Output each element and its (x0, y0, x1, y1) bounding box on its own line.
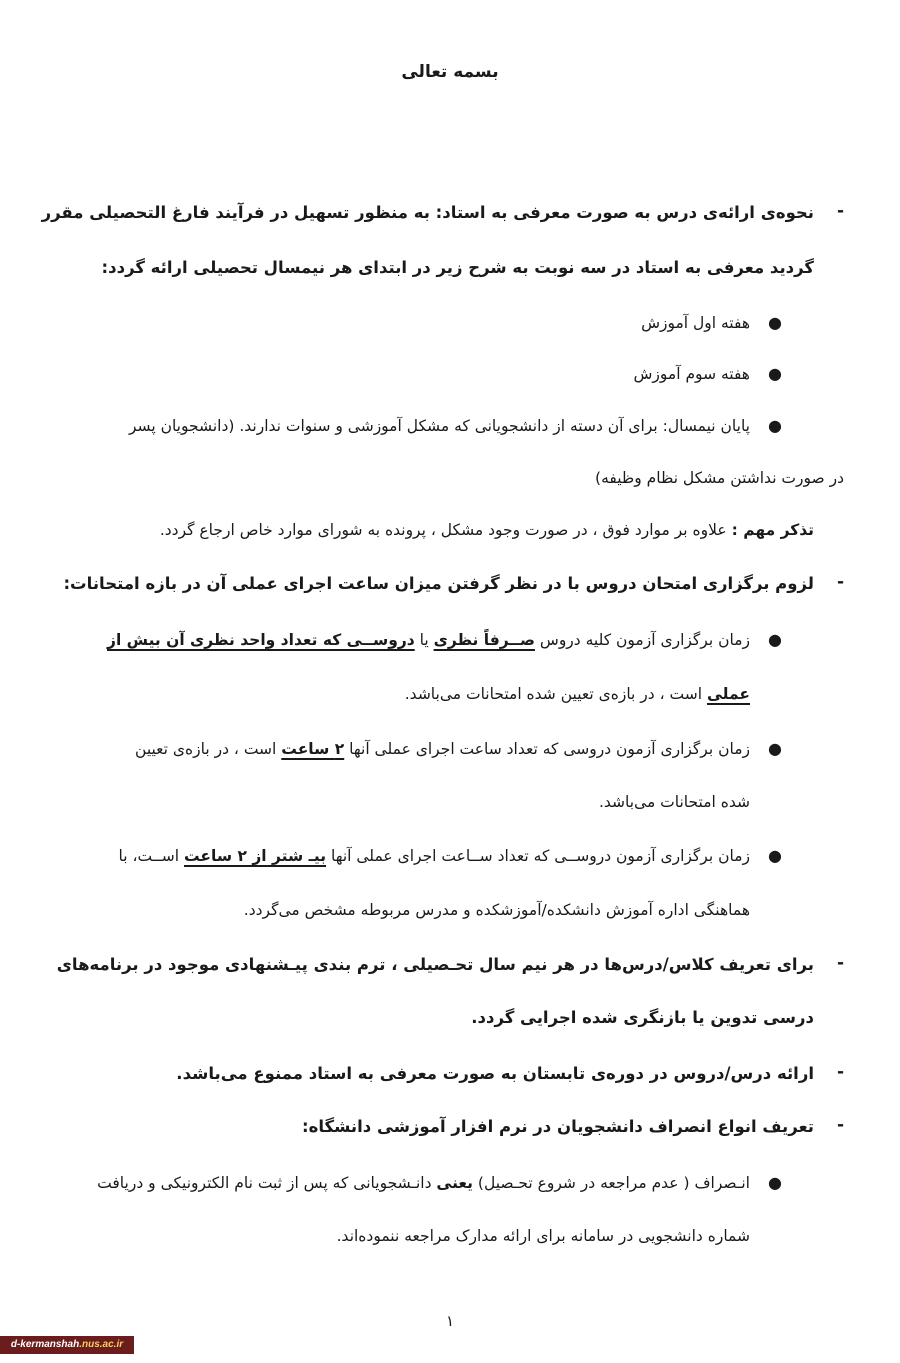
text: زمان برگزاری آزمون کلیه دروس (534, 631, 750, 649)
section3-line1: برای تعریف کلاس/درس‌ها در هر نیم سال تحـصیلی ، ترم بندی پیـشنهادی موجود در برنامه‌های (56, 955, 814, 974)
section2-bullet2-line2: شده امتحانات می‌باشد. (598, 793, 750, 811)
bullet-icon: ● (768, 630, 782, 649)
text: زمان برگزاری آزمون دروســی که تعداد ســاعت اجرای عملی آنها (326, 847, 750, 865)
bold-text: یعنی (436, 1174, 473, 1192)
section2-bullet1-line1 (107, 630, 750, 650)
section1-line1: نحوه‌ی ارائه‌ی درس به صورت معرفی به استاد: به منظور تسهیل در فرآیند فارغ التحصیلی مقرر (41, 203, 814, 222)
section-dash: - (836, 201, 844, 221)
section2-title: لزوم برگزاری امتحان دروس با در نظر گرفتن میزان ساعت اجرای عملی آن در بازه امتحانات: (63, 574, 814, 593)
section-dash: - (836, 572, 844, 592)
section1-line2: گردید معرفی به استاد در سه نوبت به شرح زیر در ابتدای هر نیمسال تحصیلی ارائه گردد: (101, 258, 814, 277)
important-note-text: علاوه بر موارد فوق ، در صورت وجود مشکل ، پرونده به شورای موارد خاص ارجاع گردد. (159, 521, 732, 539)
section-dash: - (836, 1062, 844, 1082)
text: است ، در بازه‌ی تعیین شده امتحانات می‌باشد. (404, 685, 707, 703)
site-watermark (0, 1336, 134, 1354)
underlined-text: ۲ ساعت (281, 740, 345, 758)
section5-title: تعریف انواع انصراف دانشجویان در نرم افزار آموزشی دانشگاه: (302, 1117, 814, 1136)
bullet-icon: ● (768, 739, 782, 758)
text: یا (414, 631, 434, 649)
watermark-suffix: .nus.ac.ir (79, 1339, 124, 1350)
text: است ، در بازه‌ی تعیین (135, 740, 282, 758)
section-dash: - (836, 953, 844, 973)
section2-bullet3-line1 (119, 846, 750, 866)
section2-bullet1-line2 (405, 684, 750, 704)
text: انـصراف ( عدم مراجعه در شروع تحـصیل) (472, 1174, 750, 1192)
bullet-icon: ● (768, 313, 782, 332)
text: زمان برگزاری آزمون دروسی که تعداد ساعت اجرای عملی آنها (344, 740, 750, 758)
section2-bullet3-line2: هماهنگی اداره آموزش دانشکده/آموزشکده و مدرس مربوطه مشخص می‌گردد. (243, 901, 750, 919)
section-dash: - (836, 1115, 844, 1135)
important-note-label: تذکر مهم : (731, 521, 814, 539)
bullet-icon: ● (768, 1173, 782, 1192)
underlined-text: صــرفاً نظری (433, 631, 535, 649)
text: دانـشجویانی که پس از ثبت نام الکترونیکی و دریافت (97, 1174, 437, 1192)
section1-bullet3-line1: پایان نیمسال: برای آن دسته از دانشجویانی که مشکل آموزشی و سنوات ندارند. (دانشجویان پسر (128, 417, 750, 435)
underlined-text: دروســی که تعداد واحد نظری آن بیش از (107, 631, 415, 649)
underlined-text: بیـ شتر از ۲ ساعت (184, 847, 327, 865)
text: اســت، با (118, 847, 185, 865)
section1-bullet3-line2: در صورت نداشتن مشکل نظام وظیفه) (595, 469, 844, 487)
section5-bullet1-line1 (97, 1173, 750, 1193)
section5-bullet1-line2: شماره دانشجویی در سامانه برای ارائه مدارک مراجعه ننموده‌اند. (336, 1227, 750, 1245)
important-note (160, 520, 814, 540)
underlined-text: عملی (707, 685, 750, 703)
section1-bullet2: هفته سوم آموزش (633, 365, 750, 383)
bullet-icon: ● (768, 846, 782, 865)
section1-bullet1: هفته اول آموزش (641, 314, 750, 332)
section4-line1: ارائه درس/دروس در دوره‌ی تابستان به صورت معرفی به استاد ممنوع می‌باشد. (176, 1064, 814, 1083)
section3-line2: درسی تدوین یا بازنگری شده اجرایی گردد. (471, 1008, 814, 1027)
bullet-icon: ● (768, 416, 782, 435)
page-heading: بسمه تعالی (401, 62, 499, 82)
page-number: ۱ (445, 1312, 455, 1330)
section2-bullet2-line1 (135, 739, 750, 759)
bullet-icon: ● (768, 364, 782, 383)
watermark-domain: d-kermanshah (10, 1339, 80, 1350)
